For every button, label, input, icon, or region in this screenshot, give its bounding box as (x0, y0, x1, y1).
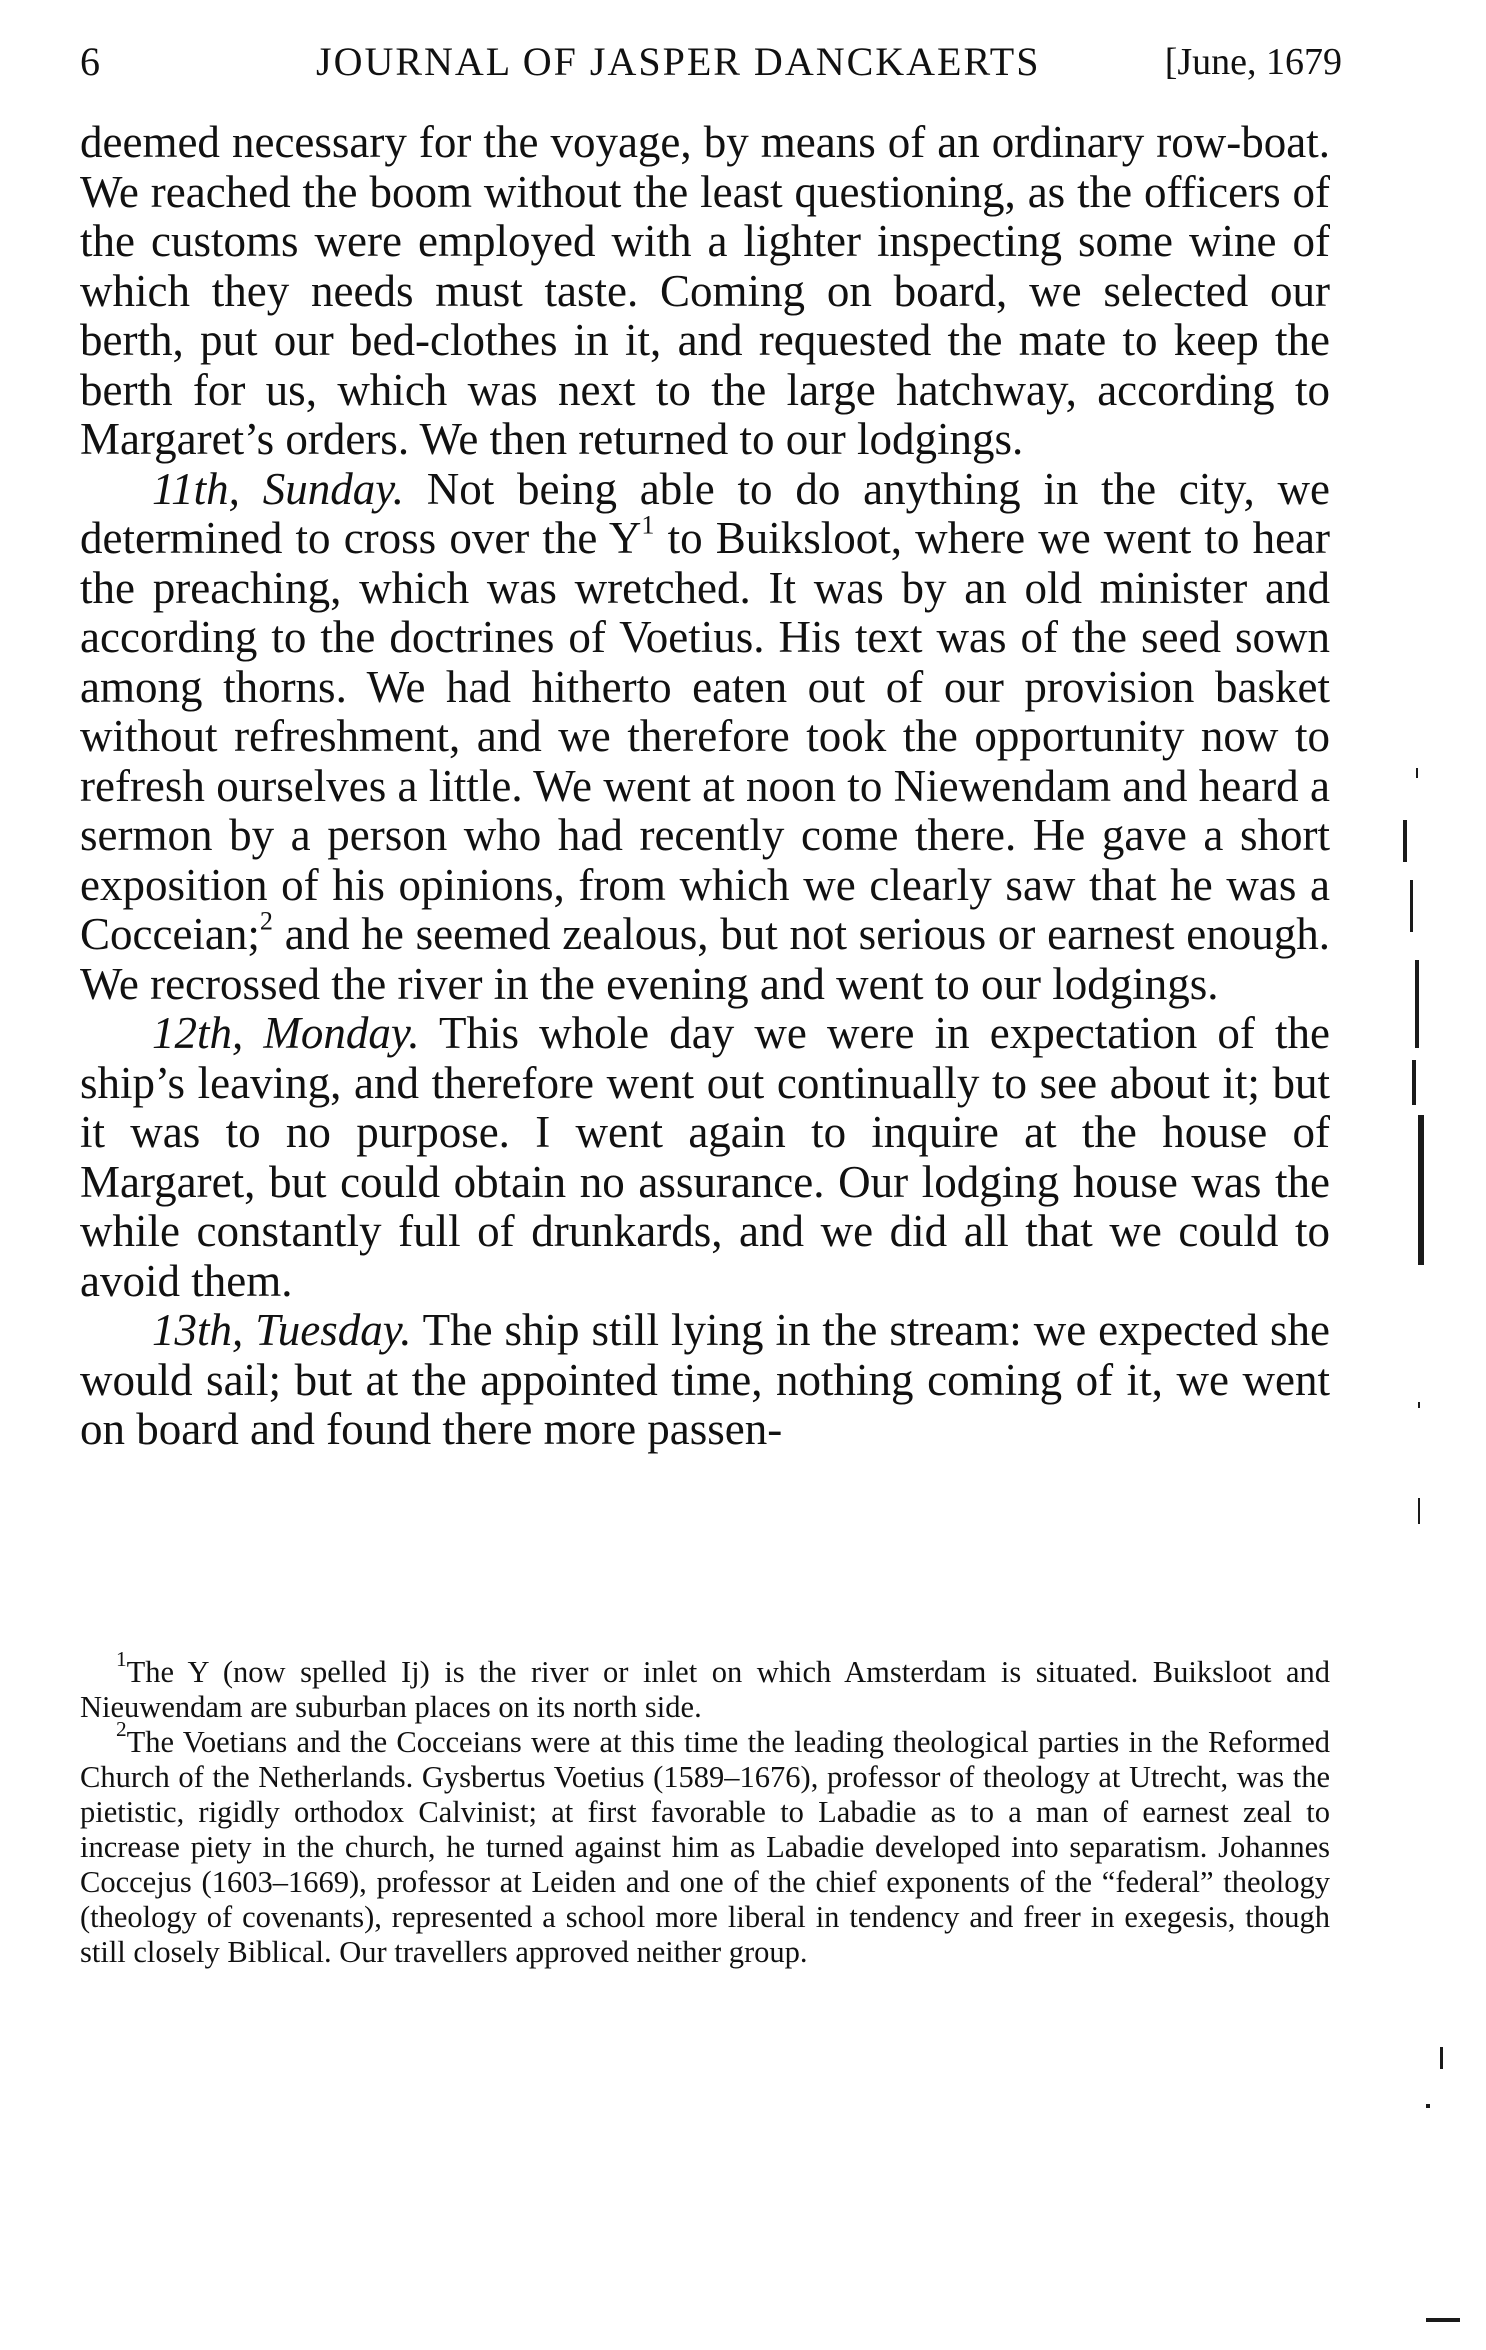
footnote-text: The Y (now spelled Ij) is the river or inlet on which Amsterdam is situated. Buiksloot and Nieuwendam are suburban places on its north side. (80, 1655, 1330, 1724)
footnote-1 (80, 1647, 1330, 1725)
scan-artifact-mark (1418, 1402, 1420, 1408)
paragraph-sunday (80, 465, 1330, 1010)
paragraph-continuation: deemed necessary for the voyage, by means of an ordinary row-boat. We reached the boom without the least questioning, as the officers of the customs were employed with a lighter inspecting some wine of which they needs must taste. Coming on board, we selected our berth, put our bed-clothes in it, and requested the mate to keep the berth for us, which was next to the large hatchway, according to Margaret’s orders. We then returned to our lodgings. (80, 117, 1330, 464)
running-title: JOURNAL OF JASPER DANCKAERTS (316, 39, 1041, 84)
running-date: [June, 1679 (1164, 41, 1342, 83)
scan-artifact-mark (1418, 1498, 1420, 1524)
footnote-reference: 2 (259, 906, 273, 936)
scan-artifact-mark (1426, 2104, 1430, 2108)
scan-artifact-mark (1412, 1060, 1416, 1105)
scan-artifact-mark (1415, 960, 1419, 1048)
date-label-monday: 12th, Monday. (152, 1008, 420, 1058)
paragraph-text: The ship still lying in the stream: we expected she would sail; but at the appointed time, nothing coming of it, we went on board and found there more passen- (80, 1305, 1330, 1454)
paragraph-text: Not being able to do anything in the city, we determined to cross over the Y (80, 463, 1330, 563)
footnote-marker: 1 (116, 1647, 127, 1671)
running-header (80, 32, 1342, 92)
paragraph-monday (80, 1009, 1330, 1306)
date-label-tuesday: 13th, Tuesday. (152, 1305, 412, 1355)
date-label-sunday: 11th, Sunday. (152, 463, 404, 514)
paragraph-text: and he seemed zealous, but not serious or earnest enough. We recrossed the river in the evening and went to our lodgings. (80, 909, 1330, 1009)
paragraph-tuesday (80, 1306, 1330, 1455)
footnote-marker: 2 (116, 1717, 127, 1741)
footnote-reference: 1 (641, 510, 655, 540)
body-text (80, 118, 1330, 1455)
scan-artifact-mark (1418, 1115, 1424, 1265)
scan-artifact-mark (1410, 880, 1413, 932)
footnote-2 (80, 1717, 1330, 1970)
scan-artifact-mark (1426, 2318, 1460, 2322)
paragraph-text: to Buiksloot, where we went to hear the preaching, which was wretched. It was by an old minister and according to the doctrines of Voetius. His text was of the seed sown among thorns. We had hitherto eaten out of our provision basket without refreshment, and we therefore took the opportunity now to refresh ourselves a little. We went at noon to Niewendam and heard a sermon by a person who had recently come there. He gave a short exposition of his opinions, from which we clearly saw that he was a Cocceian; (80, 513, 1330, 959)
footnote-text: The Voetians and the Cocceians were at this time the leading theological parties in the Reformed Church of the Netherlands. Gysbertus Voetius (1589–1676), professor of theology at Utrecht, was the pietistic, rigidly orthodox Calvinist; at first favorable to Labadie as to a man of earnest zeal to increase piety in the church, he turned against him as Labadie developed into separatism. Johannes Coccejus (1603–1669), professor at Leiden and one of the chief exponents of the “federal” theology (theology of covenants), represented a school more liberal in tendency and freer in exegesis, though still closely Biblical. Our travellers approved neither group. (80, 1725, 1330, 1969)
scan-artifact-mark (1403, 820, 1407, 862)
page-number: 6 (80, 39, 100, 84)
scan-artifact-mark (1416, 768, 1418, 778)
footnotes (80, 1647, 1330, 1970)
scan-artifact-mark (1440, 2047, 1443, 2069)
paragraph-text: This whole day we were in expectation of the ship’s leaving, and therefore went out continually to see about it; but it was to no purpose. I went again to inquire at the house of Margaret, but could obtain no assurance. Our lodging house was the while constantly full of drunkards, and we did all that we could to avoid them. (80, 1008, 1330, 1306)
